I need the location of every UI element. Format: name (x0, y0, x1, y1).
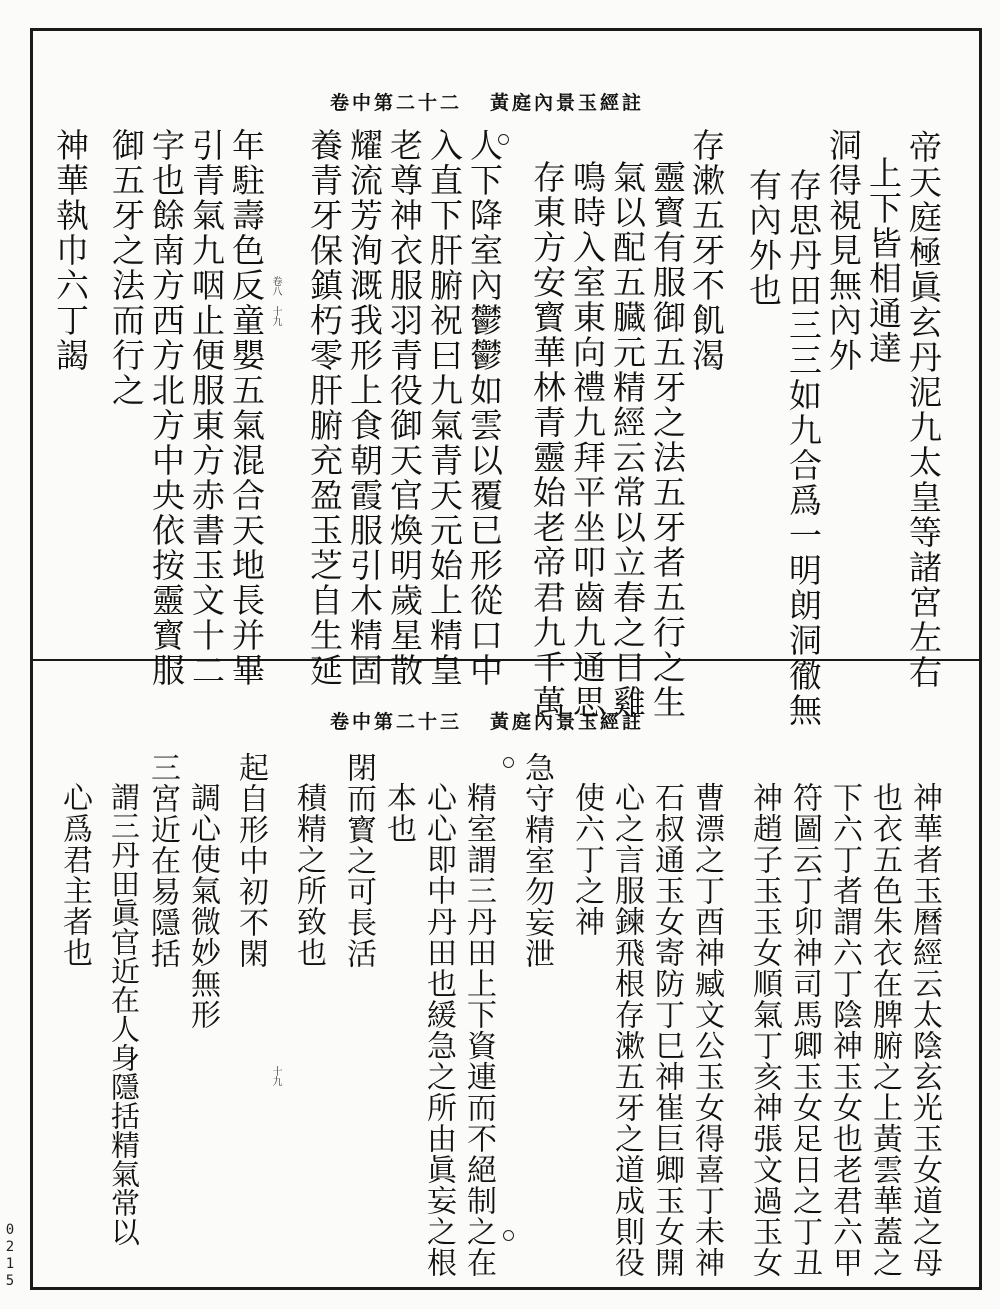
upper-page-note: 卷八 十九 (270, 276, 281, 326)
upper-column-20: 神華執巾六丁謁 (51, 128, 90, 373)
upper-page-header (330, 88, 644, 115)
lower-column-8: 心之言服鍊飛根存漱五牙之道成則役 (609, 782, 644, 1278)
upper-column-5: 有內外也 (744, 168, 783, 308)
lower-column-5: 神趙子玉玉女順氣丁亥神張文過玉女 (747, 782, 782, 1278)
upper-column-14: 耀流芳洵溉我形上食朝霞服引木精固 (345, 128, 384, 688)
lower-column-10: 急守精室勿妄泄 (519, 752, 554, 969)
lower-column-12: 心心即中丹田也緩急之所由眞妄之根 (421, 782, 456, 1278)
lower-column-4: 符圖云丁卯神司馬卿玉女足日之丁丑 (787, 782, 822, 1278)
lower-header-volume: 卷中第二十三 (330, 711, 463, 733)
lower-column-2: 也衣五色朱衣在脾腑之上黃雲華蓋之 (867, 782, 902, 1278)
lower-header-title: 黃庭內景玉經註 (490, 711, 645, 733)
lower-column-14: 閉而寳之可長活 (341, 752, 376, 969)
upper-column-16: 年駐壽色反童嬰五氣混合天地長并畢 (227, 128, 266, 688)
upper-column-17: 引青氣九咽止便服東方赤書玉文十二 (187, 128, 226, 688)
upper-column-10: 存東方安寳華林青靈始老帝君九千萬 (528, 160, 567, 720)
upper-column-2: 上下皆相通達 (864, 156, 903, 366)
lower-column-7: 石叔通玉女寄防丁巳神崔巨卿玉女開 (649, 782, 684, 1278)
upper-column-19: 御五牙之法而行之 (107, 128, 146, 408)
upper-header-volume: 卷中第二十二 (330, 92, 463, 114)
upper-column-15: 養青牙保鎮朽零肝腑充盈玉芝自生延 (305, 128, 344, 688)
upper-column-4: 存思丹田三三如九合爲一明朗洞徹無 (784, 168, 823, 728)
upper-column-12: 入直下肝腑祝曰九氣青天元始上精皇 (425, 128, 464, 688)
upper-column-7: 靈寳有服御五牙之法五牙者五行之生 (648, 160, 687, 720)
upper-column-13: 老尊神衣服羽青役御天官煥明歲星散 (385, 128, 424, 688)
lower-circle-mark-bottom (503, 1230, 514, 1241)
lower-column-11: 精室謂三丹田上下資連而不絕制之在 (461, 782, 496, 1278)
lower-column-6: 曹漂之丁酉神臧文公玉女得喜丁未神 (689, 782, 724, 1278)
upper-header-title: 黃庭內景玉經註 (490, 92, 645, 114)
lower-column-9: 使六丁之神 (569, 782, 604, 937)
lower-column-1: 神華者玉曆經云太陰玄光玉女道之母 (907, 782, 942, 1278)
lower-circle-mark-top (503, 757, 514, 768)
lower-page-header (330, 707, 644, 734)
upper-column-6: 存漱五牙不飢渴 (687, 128, 726, 373)
upper-column-11: 人下降室內鬱鬱如雲以覆已形從口中 (465, 128, 504, 688)
lower-column-16: 起自形中初不閑 (233, 752, 268, 969)
lower-column-18: 三宮近在易隱括 (145, 752, 180, 969)
side-page-number: 0215 (2, 1222, 18, 1290)
upper-column-8: 氣以配五臓元精經云常以立春之日雞 (608, 160, 647, 720)
lower-column-20: 心爲君主者也 (57, 782, 92, 968)
lower-column-19: 謂三丹田眞官近在人身隱括精氣常以 (107, 782, 141, 1246)
lower-page-note: 十九 (270, 1066, 281, 1086)
lower-column-13: 本也 (381, 782, 416, 844)
lower-column-15: 積精之所致也 (291, 782, 326, 968)
upper-column-18: 字也餘南方西方北方中央依按靈寳服 (147, 128, 186, 688)
upper-column-3: 洞得視見無內外 (824, 128, 863, 373)
upper-column-1: 帝天庭極眞玄丹泥九太皇等諸宮左右 (904, 130, 943, 690)
lower-column-3: 下六丁者謂六丁陰神玉女也老君六甲 (827, 782, 862, 1278)
upper-column-9: 鳴時入室東向禮九拜平坐叩齒九通思 (568, 160, 607, 720)
lower-column-17: 調心使氣微妙無形 (185, 782, 220, 1030)
